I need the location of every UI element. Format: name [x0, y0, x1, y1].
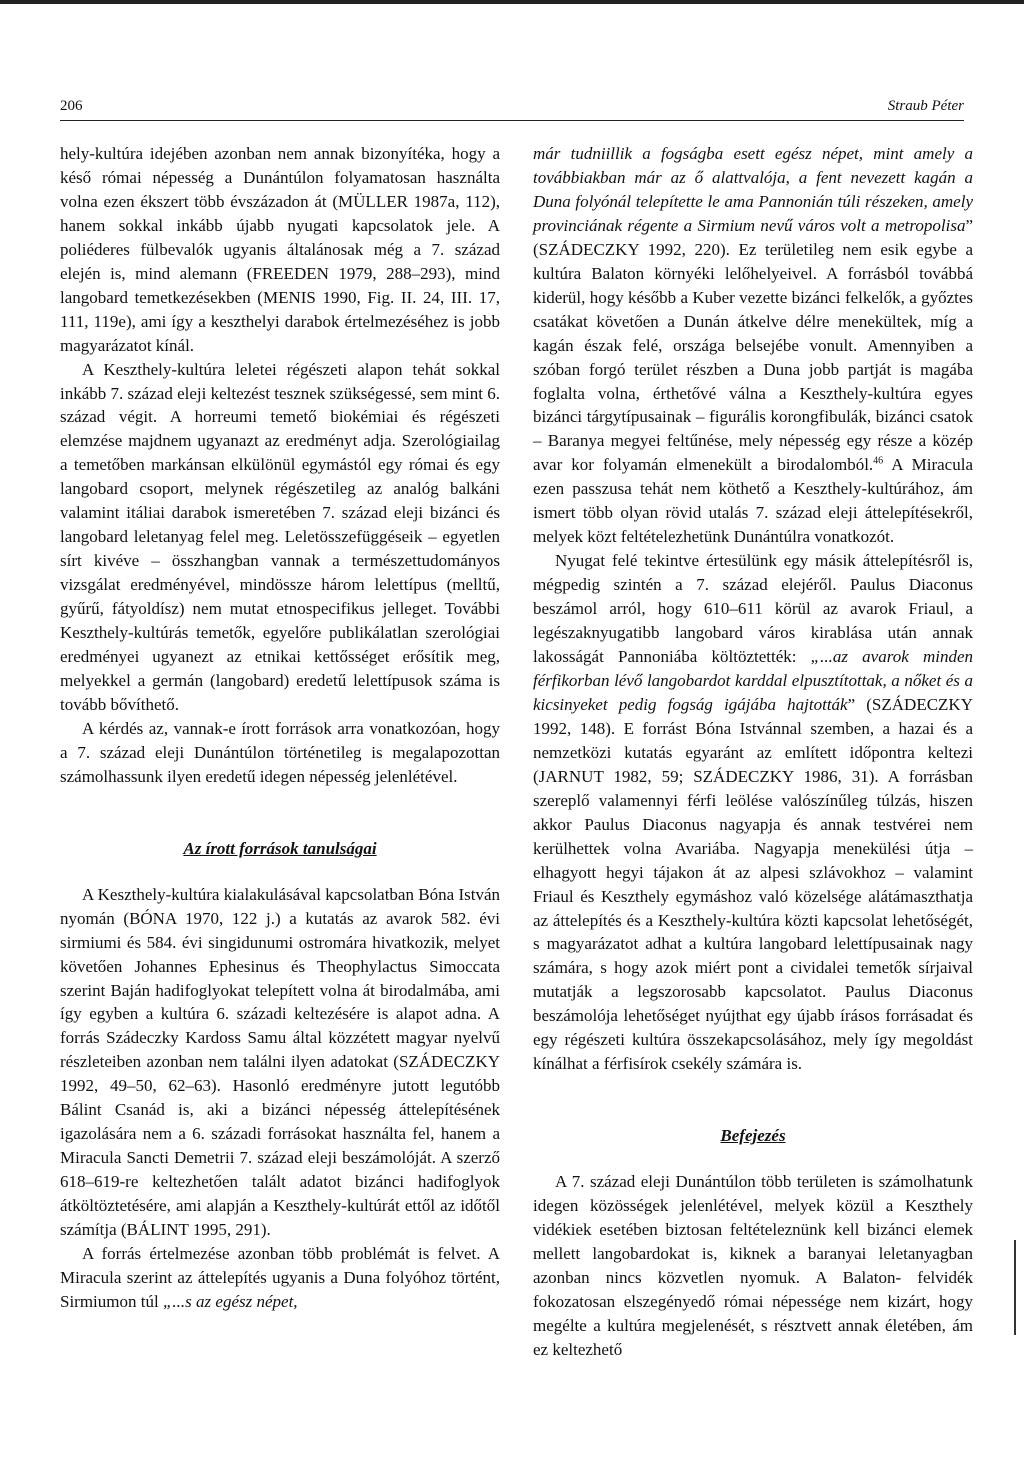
- right-column: [533, 142, 973, 1362]
- section-heading: Az írott források tanulságai: [183, 838, 377, 858]
- section-heading: Befejezés: [720, 1126, 786, 1146]
- paragraph: [533, 549, 973, 1076]
- paragraph-text: A forrás értelmezése azonban több problémát is felvet. A Miracula szerint az áttelepítés ugyanis a Duna folyóhoz történt, Sirmiumon túl: [60, 1243, 500, 1311]
- quotation: „...s az egész népet,: [162, 1291, 298, 1311]
- paragraph: [60, 1242, 500, 1314]
- footnote-reference: 46: [873, 455, 884, 467]
- top-border-rule: [0, 0, 1024, 4]
- paragraph: A kérdés az, vannak-e írott források arra vonatkozóan, hogy a 7. század eleji Dunántúlon történetileg is megalapozottan számolhassunk ilyen eredetű idegen népesség jelenlétével.: [60, 718, 500, 786]
- quotation: már tudniillik a fogságba esett egész népet, mint amely a továbbiakban már az ő alattvalója, a fent nevezett kagán a Duna folyónál telepítette le ama Pannonián túli részeken, amely provinciának régente a Sirmium nevű város volt a metropolisa: [533, 144, 973, 235]
- quotation: „...az avarok minden férfikorban lévő langobardot karddal elpusztítottak, a nőket és a kicsinyeket pedig fogság igájába hajtották: [533, 647, 973, 714]
- paragraph: A Keszthely-kultúra kialakulásával kapcsolatban Bóna István nyomán (BÓNA 1970, 122 j.) a kutatás az avarok 582. évi sirmiumi és 584. évi singidunumi ostromára hivatkozik, melyet követően Johannes Ephesinus és Theophylactus Simoccata szerint Baján hadifoglyokat telepített volna át birodalmába, ami így egyben a kultúra 6. századi keltezésére is alapot adna. A forrás Szádeczky Kardoss Samu által közzétett magyar nyelvű részleteiben azonban nem találni ilyen adatokat (SZÁDECZKY 1992, 49–50, 62–63). Hasonló eredményre jutott legutóbb Bálint Csanád is, aki a bizánci népesség áttelepítésének igazolására nem a 6. századi forrásokat használta fel, hanem a Miracula Sancti Demetrii 7. század eleji beszámolóját. A szerző 618–619-re keltezhetően talált adatot bizánci hadifoglyok átköltöztetésére, ami alapján a Keszthely-kultúrát ettől az időtől számítja (BÁLINT 1995, 291).: [60, 884, 500, 1240]
- page-header: [60, 98, 964, 121]
- page-number: 206: [60, 98, 83, 114]
- running-title: Straub Péter: [887, 98, 964, 114]
- paragraph: [533, 142, 973, 549]
- paragraph: hely-kultúra idejében azonban nem annak bizonyítéka, hogy a késő római népesség a Dunántúlon folyamatosan használta volna ezen ékszert több évszázadon át (MÜLLER 1987a, 112), hanem sokkal inkább újabb nyugati kapcsolatok jele. A poliéderes fülbevalók ugyanis általánosak még a 7. század elején is, mind alemann (FREEDEN 1979, 288–293), mind langobard temetkezésekben (MENIS 1990, Fig. II. 24, III. 17, 111, 119e), ami így a keszthelyi darabok értelmezéséhez is jobb magyarázatot kínál.: [60, 144, 500, 355]
- paragraph-text: ” (SZÁDECZKY 1992, 220). Ez területileg nem esik egybe a kultúra Balaton környéki lelőhelyeivel. A forrásból továbbá kiderül, hogy később a Kuber vezette bizánci felkelők, a győztes csatákat követően a Dunán átkelve délre menekültek, míg a kagán észak felé, országa belsejébe vonult. Amennyiben a szóban forgó terület részben a Duna jobb partját is magába foglalta volna, érthetővé válna a Keszthely-kultúra egyes bizánci tárgytípusainak – figurális korongfibulák, bizánci csatok – Baranya megyei feltűnése, mely népesség egy része a közép avar kor folyamán elmenekült a birodalomból.: [533, 215, 973, 475]
- paragraph-text: A Miracula ezen passzusa tehát nem köthető a Keszthely-kultúrához, ám ismert több olyan rövid utalás 7. század eleji áttelepítésekről, melyek közt feltételezhetünk Dunántúlra vonatkozót.: [533, 455, 973, 547]
- paragraph: A 7. század eleji Dunántúlon több területen is számolhatunk idegen közösségek jelenlétével, melyek közül a Keszthely vidékiek esetében biztosan feltételeznünk kell bizánci elemek mellett langobardokat is, kiknek a baranyai leletanyagban azonban nincs közvetlen nyomuk. A Balaton- felvidék fokozatosan elszegényedő római népessége nem kizárt, hogy megélte a kultúra megjelenését, s résztvett annak életében, ám ez keltezhető: [533, 1172, 973, 1359]
- paragraph-text: ” (SZÁDECZKY 1992, 148). E forrást Bóna Istvánnal szemben, a hazai és a nemzetközi kutatás egyaránt az említett időpontra keltezi (JARNUT 1982, 59; SZÁDECZKY 1986, 31). A forrásban szereplő valamennyi férfi leölése valószínűleg túlzás, hiszen akkor Paulus Diaconus nagyapja és annak testvérei nem kerülhettek volna Avariába. Nagyapja menekülési útja – elhagyott hegyi tájakon át az alpesi szlávokhoz – valamint Friaul és Keszthely egymáshoz való közelsége alátámaszthatja az áttelepítés és a Keszthely-kultúra közti kapcsolat lehetőségét, s magyarázatot adhat a kultúra langobard lelettípusainak nagy számára, s hogy azok miért pont a cividalei temetők sírjaival mutatják a legszorosabb kapcsolatot. Paulus Diaconus beszámolója lehetőséget nyújthat egy újabb írásos forrásadat és egy régészeti kultúra összekapcsolásához, mely így megoldást kínálhat a férfisírok csekély számára is.: [533, 694, 973, 1074]
- paragraph-text: Nyugat felé tekintve értesülünk egy másik áttelepítésről is, mégpedig szintén a 7. század elejéről. Paulus Diaconus beszámol arról, hogy 610–611 körül az avarok Friaul, a legészaknyugatibb langobard város kirablása után annak lakosságát Pannoniába költöztették:: [533, 551, 973, 667]
- paragraph: A Keszthely-kultúra leletei régészeti alapon tehát sokkal inkább 7. század eleji keltezést tesznek szükségessé, sem mint 6. század végit. A horreumi temető biokémiai és régészeti elemzése majdnem ugyanazt az eredményt adja. Szerológiailag a temetőben markánsan elkülönül egymástól egy római és egy langobard csoport, melynek régészetileg az analóg balkáni valamint itáliai darabok ismeretében 7. század eleji bizánci és langobard leletanyag felel meg. Leletösszefüggéseik – egyetlen sírt kivéve – összhangban vannak a természettudományos vizsgálat eredményével, mindössze három lelettípus (melltű, gyűrű, fátyoldísz) nem mutat etnospecifikus jelleget. További Keszthely-kultúrás temetők, egyelőre publikálatlan szerológiai eredményei ugyanezt az etnikai kettősséget erősítik meg, melyekkel a germán (langobard) eredetű lelettípusok száma is tovább bővíthető.: [60, 359, 500, 714]
- scan-edge-mark: [1014, 1240, 1016, 1335]
- left-column: [60, 142, 500, 1314]
